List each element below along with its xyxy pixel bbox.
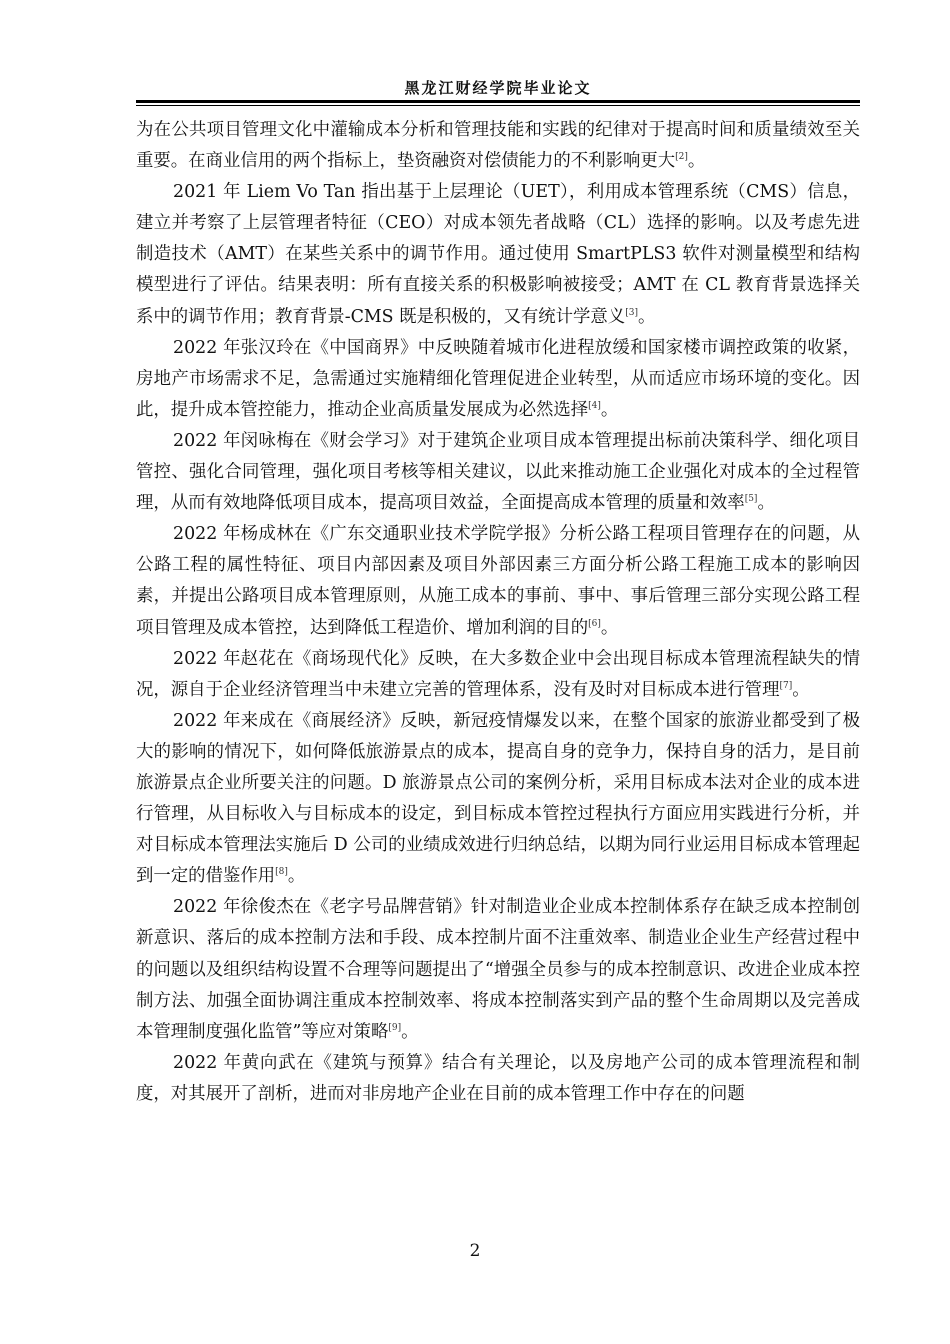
- paragraph-tail: 。: [287, 866, 306, 887]
- citation: [6]: [588, 618, 601, 629]
- citation: [2]: [675, 152, 688, 163]
- header-rule-thin: [136, 105, 860, 106]
- paragraph-tail: 。: [637, 306, 656, 327]
- citation: [4]: [588, 401, 601, 412]
- page-number: 2: [469, 1241, 481, 1261]
- paragraph-tail: 。: [687, 151, 706, 172]
- paragraph-tail: 。: [792, 679, 810, 700]
- citation: [5]: [744, 494, 758, 505]
- paragraph-text: 为在公共项目管理文化中灌输成本分析和管理技能和实践的纪律对于提高时间和质量绩效至关重要。在商业信用的两个指标上，垫资融资对偿债能力的不利影响更大: [136, 120, 860, 172]
- paragraph-tail: 。: [600, 399, 619, 420]
- header-rule-thick: [136, 100, 860, 103]
- paragraph-text: 2021 年 Liem Vo Tan 指出基于上层理论（UET），利用成本管理系统（CMS）信息，建立并考察了上层管理者特征（CEO）对成本领先者战略（CL）选择的影响。以及考虑先进制造技术（AMT）在某些关系中的调节作用。通过使用 SmartPLS3 软件对测量模型和结构模型进行了评估。结果表明：所有直接关系的积极影响被接受；AMT 在 CL 教育背景选择关系中的调节作用；教育背景-CMS 既是积极的，又有统计学意义: [136, 182, 860, 327]
- page-header: [136, 78, 860, 106]
- paragraph: [136, 1048, 860, 1110]
- paragraph: [136, 519, 860, 643]
- paragraph-text: 2022 年闵咏梅在《财会学习》对于建筑企业项目成本管理提出标前决策科学、细化项目管控、强化合同管理，强化项目考核等相关建议，以此来推动施工企业强化对成本的全过程管理，从而有效地降低项目成本，提高项目效益，全面提高成本管理的质量和效率: [136, 430, 860, 514]
- paragraph-tail: 。: [401, 1021, 419, 1042]
- paragraph-tail: 。: [600, 617, 619, 638]
- paragraph: [136, 177, 860, 332]
- paragraph-text: 2022 年赵花在《商场现代化》反映，在大多数企业中会出现目标成本管理流程缺失的情况，源自于企业经济管理当中未建立完善的管理体系，没有及时对目标成本进行管理: [136, 648, 860, 700]
- body-text: [136, 115, 860, 1110]
- citation: [7]: [779, 680, 793, 691]
- paragraph-text: 2022 年来成在《商展经济》反映，新冠疫情爆发以来，在整个国家的旅游业都受到了极大的影响的情况下，如何降低旅游景点的成本，提高自身的竞争力，保持自身的活力，是目前旅游景点企业所要关注的问题。D 旅游景点公司的案例分析，采用目标成本法对企业的成本进行管理，从目标收入与目标成本的设定，到目标成本管控过程执行方面应用实践进行分析，并对目标成本管理法实施后 D 公司的业绩成效进行归纳总结，以期为同行业运用目标成本管理起到一定的借鉴作用: [136, 710, 860, 887]
- paragraph: [136, 892, 860, 1047]
- paragraph-text: 2022 年张汉玲在《中国商界》中反映随着城市化进程放缓和国家楼市调控政策的收紧，房地产市场需求不足，急需通过实施精细化管理促进企业转型，从而适应市场环境的变化。因此，提升成本管控能力，推动企业高质量发展成为必然选择: [136, 337, 860, 420]
- citation: [8]: [275, 867, 288, 878]
- paragraph-text: 2022 年杨成林在《广东交通职业技术学院学报》分析公路工程项目管理存在的问题，从公路工程的属性特征、项目内部因素及项目外部因素三方面分析公路工程施工成本的影响因素，并提出公路项目成本管理原则，从施工成本的事前、事中、事后管理三部分实现公路工程项目管理及成本管控，达到降低工程造价、增加利润的目的: [136, 524, 860, 638]
- citation: [9]: [388, 1022, 402, 1033]
- paragraph: [136, 706, 860, 893]
- paragraph: [136, 426, 860, 519]
- paragraph: [136, 115, 860, 177]
- paragraph-tail: 。: [757, 493, 775, 514]
- header-title: 黑龙江财经学院毕业论文: [404, 79, 592, 97]
- paragraph-text: 2022 年徐俊杰在《老字号品牌营销》针对制造业企业成本控制体系存在缺乏成本控制创新意识、落后的成本控制方法和手段、成本控制片面不注重效率、制造业企业生产经营过程中的问题以及组织结构设置不合理等问题提出了“增强全员参与的成本控制意识、改进企业成本控制方法、加强全面协调注重成本控制效率、将成本控制落实到产品的整个生命周期以及完善成本管理制度强化监管”等应对策略: [136, 897, 860, 1042]
- paragraph: [136, 644, 860, 706]
- citation: [3]: [625, 307, 638, 318]
- paragraph-text: 2022 年黄向武在《建筑与预算》结合有关理论，以及房地产公司的成本管理流程和制度，对其展开了剖析，进而对非房地产企业在目前的成本管理工作中存在的问题: [136, 1052, 860, 1104]
- paragraph: [136, 333, 860, 426]
